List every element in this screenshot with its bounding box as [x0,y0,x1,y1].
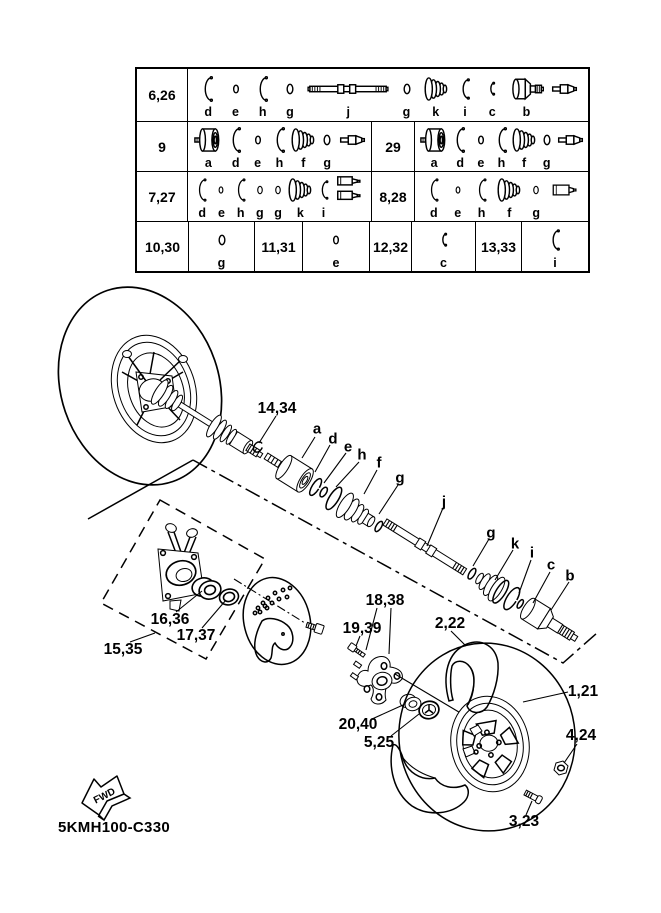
table-ref-7-27: 7,27 [148,188,176,205]
table-part: g [397,72,417,119]
table-part: e [450,173,466,220]
inner-joint-icon [193,123,224,157]
table-parts-13-33 [521,222,588,271]
table-part: e [213,173,229,220]
ring-small-icon [537,123,557,157]
table-part: j [307,72,389,119]
callout-letter-j: j [441,493,447,511]
table-part: d [198,72,218,119]
snap-ring-large-icon [450,123,470,157]
callout-letter-d: d [328,430,338,448]
outer-joint-icon [510,72,544,106]
table-row-2 [137,121,588,171]
callout-letter-f: f [376,454,382,472]
callout-letter-i: i [529,544,535,562]
callout-20-40: 20,40 [338,716,378,733]
callout-letter-c: c [546,556,556,574]
axle-stub-icon [557,123,584,157]
inner-joint-icon [419,123,450,157]
table-part: g [317,123,337,170]
boot-icon [497,173,521,207]
table-part: h [232,173,250,220]
snap-ring-large-icon [492,123,512,157]
table-part: f [291,123,315,170]
drive-shaft-exploded [382,518,467,576]
ring-small-icon [528,173,544,207]
boot-icon [424,72,448,106]
table-part: k [288,173,312,220]
table-part [335,173,366,220]
table-part: g [528,173,544,220]
table-part: e [226,72,246,119]
front-wheel-assembled [32,265,247,507]
table-part: g [280,72,300,119]
stopper-ring-icon [248,123,268,157]
table-part: c [434,223,454,270]
stopper-ring-icon [326,223,346,257]
callout-4-24: 4,24 [565,727,597,744]
drive-shaft-icon [307,72,389,106]
parts-table [135,67,590,273]
table-part: e [471,123,491,170]
stopper-ring-icon [226,72,246,106]
snap-ring-large-icon [226,123,246,157]
callout-letter-b: b [565,567,575,585]
boot-icon [291,123,315,157]
table-parts-7-27 [187,172,371,221]
snap-ring-large-icon [232,173,250,207]
callout-15-35: 15,35 [103,641,143,658]
table-parts-8-28 [414,172,588,221]
inner-joint-exploded [259,444,389,540]
table-ref-12-32: 12,32 [369,222,411,271]
callout-letter-k: k [510,535,520,553]
table-part: i [455,72,475,119]
table-parts-29 [414,122,588,171]
wheel-bearing-and-seal [190,575,240,607]
table-part: f [497,173,521,220]
callout-letter-a: a [312,420,322,438]
callout-19-39: 19,39 [342,620,382,637]
grease-tube-double-icon [335,173,366,207]
ring-small-icon [252,173,268,207]
fwd-arrow-label: FWD [92,786,118,807]
table-part [551,173,578,220]
snap-ring-large-icon [193,173,211,207]
table-part: i [315,173,333,220]
callout-letter-e: e [343,438,353,456]
boot-icon [288,173,312,207]
table-part: a [419,123,450,170]
axle-stub-icon [339,123,366,157]
table-part: g [212,223,232,270]
callout-16-36: 16,36 [150,611,190,628]
callout-letter-h: h [357,446,367,464]
snap-ring-large-icon [270,123,290,157]
steering-knuckle [158,522,204,611]
ring-small-icon [397,72,417,106]
snap-ring-medium-icon [545,223,565,257]
diagram-part-code: 5KMH100-C330 [58,819,170,836]
table-part: g [270,173,286,220]
table-ref-8-28: 8,28 [371,172,414,221]
table-parts-12-32 [411,222,475,271]
ring-small-icon [280,72,300,106]
brake-splash-guard [234,570,324,671]
ring-small-icon [212,223,232,257]
snap-ring-large-icon [253,72,273,106]
stopper-ring-icon [450,173,466,207]
washer-and-cap [398,692,440,721]
callout-3-23: 3,23 [508,813,540,830]
table-row-1 [137,69,588,121]
front-wheel-exploded [387,632,587,843]
callout-letter-g2: g [486,524,496,542]
callout-5-25: 5,25 [363,734,395,751]
grease-tube-icon [551,173,578,207]
table-ref-11-31: 11,31 [254,222,302,271]
table-part: a [193,123,224,170]
table-parts-11-31 [302,222,369,271]
boot-icon [512,123,536,157]
stopper-ring-icon [471,123,491,157]
table-ref-29: 29 [371,122,414,171]
callout-18-38: 18,38 [365,592,405,609]
table-part: c [482,72,502,119]
table-part: d [226,123,246,170]
table-part [339,123,366,170]
snap-ring-large-icon [473,173,491,207]
snap-ring-medium-icon [455,72,475,106]
axle-stub-icon [551,72,578,106]
fwd-arrow-icon [82,776,130,820]
wheel-nut [554,761,568,775]
callout-2-22: 2,22 [434,615,466,632]
table-part [557,123,584,170]
table-part: g [537,123,557,170]
table-parts-10-30 [188,222,254,271]
table-ref-13-33: 13,33 [475,222,521,271]
table-part: k [424,72,448,119]
table-parts-6-26 [187,69,588,121]
table-part: d [450,123,470,170]
callout-letter-g: g [395,469,405,487]
table-part: d [425,173,443,220]
table-part: b [510,72,544,119]
table-part: h [270,123,290,170]
callout-17-37: 17,37 [176,627,216,644]
table-part: h [492,123,512,170]
snap-ring-medium-icon [315,173,333,207]
tire-valve [523,789,543,805]
ring-small-icon [317,123,337,157]
snap-ring-large-icon [425,173,443,207]
table-row-3 [137,171,588,221]
wheel-hub [350,657,402,704]
clip-small-icon [482,72,502,106]
ring-small-icon [270,173,286,207]
table-ref-9: 9 [158,138,166,155]
callout-14-34: 14,34 [257,400,297,417]
stopper-ring-icon [213,173,229,207]
table-part: i [545,223,565,270]
table-ref-10-30: 10,30 [144,238,181,255]
table-part: h [473,173,491,220]
table-ref-6-26: 6,26 [148,87,176,103]
table-part: e [248,123,268,170]
table-parts-9 [187,122,371,171]
table-part: g [252,173,268,220]
table-part: e [326,223,346,270]
snap-ring-large-icon [198,72,218,106]
table-part: h [253,72,273,119]
table-part: f [512,123,536,170]
table-part [551,72,578,119]
callout-1-21: 1,21 [567,683,599,700]
table-part: d [193,173,211,220]
clip-small-icon [434,223,454,257]
table-row-4 [137,221,588,271]
